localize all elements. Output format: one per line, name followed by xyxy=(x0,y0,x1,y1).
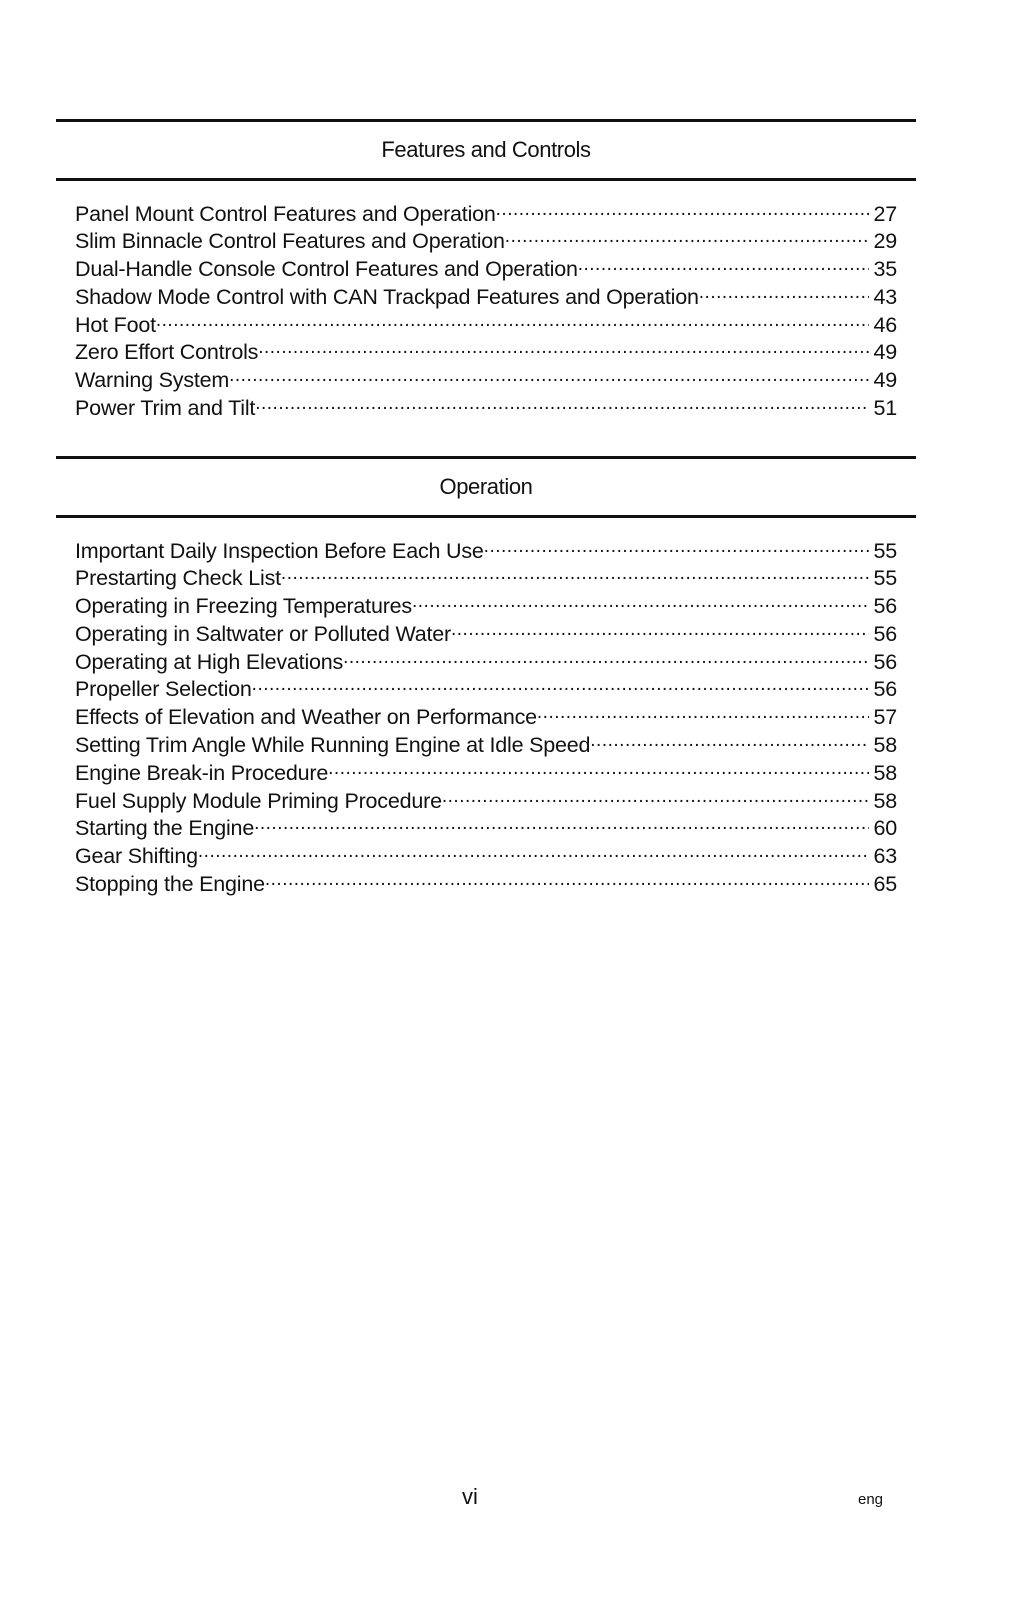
dot-leader xyxy=(198,842,870,864)
dot-leader xyxy=(258,338,869,360)
toc-entry-page: 60 xyxy=(873,816,897,841)
toc-entry-title: Starting the Engine xyxy=(75,816,255,841)
toc-entry-page: 56 xyxy=(873,621,897,646)
toc-entry-page: 35 xyxy=(873,257,897,282)
toc-entry-page: 56 xyxy=(873,594,897,619)
toc-entry-page: 56 xyxy=(873,677,897,702)
dot-leader xyxy=(537,703,870,725)
toc-entry[interactable] xyxy=(75,282,897,310)
toc-entry-title: Fuel Supply Module Priming Procedure xyxy=(75,788,442,813)
toc-entry-page: 51 xyxy=(873,396,897,421)
toc-entry-page: 56 xyxy=(873,649,897,674)
toc-entry-title: Operating in Freezing Temperatures xyxy=(75,594,412,619)
toc-entry[interactable] xyxy=(75,564,897,592)
toc-entry-title: Prestarting Check List xyxy=(75,566,281,591)
toc-entry[interactable] xyxy=(75,647,897,675)
dot-leader xyxy=(590,731,869,753)
language-code: eng xyxy=(858,1491,884,1508)
toc-entry[interactable] xyxy=(75,255,897,283)
toc-entry-title: Slim Binnacle Control Features and Operation xyxy=(75,229,505,254)
toc-entry-page: 65 xyxy=(873,872,897,897)
toc-entry-title: Gear Shifting xyxy=(75,844,198,869)
toc-entry-title: Effects of Elevation and Weather on Performance xyxy=(75,705,537,730)
toc-entry-page: 29 xyxy=(873,229,897,254)
toc-entry[interactable] xyxy=(75,758,897,786)
dot-leader xyxy=(343,647,869,669)
toc-entry[interactable] xyxy=(75,592,897,620)
toc-entry-title: Important Daily Inspection Before Each Use xyxy=(75,538,484,563)
dot-leader xyxy=(442,786,870,808)
toc-entry-title: Operating in Saltwater or Polluted Water xyxy=(75,621,451,646)
toc-entry[interactable] xyxy=(75,786,897,814)
toc-entry-page: 49 xyxy=(873,340,897,365)
page-number: vi xyxy=(462,1484,478,1509)
dot-leader xyxy=(281,564,870,586)
toc-section-features-and-controls xyxy=(56,119,916,421)
toc-entry-page: 55 xyxy=(873,566,897,591)
toc-entry[interactable] xyxy=(75,366,897,394)
toc-entry-title: Operating at High Elevations xyxy=(75,649,344,674)
toc-entry-title: Engine Break-in Procedure xyxy=(75,760,329,785)
toc-entry-page: 58 xyxy=(873,760,897,785)
dot-leader xyxy=(265,870,870,892)
dot-leader xyxy=(699,282,870,304)
toc-entry-title: Shadow Mode Control with CAN Trackpad Features and Operation xyxy=(75,284,699,309)
dot-leader xyxy=(328,758,869,780)
dot-leader xyxy=(252,675,870,697)
toc-entry-title: Zero Effort Controls xyxy=(75,340,259,365)
toc-entry[interactable] xyxy=(75,703,897,731)
section-heading: Features and Controls xyxy=(56,119,916,181)
toc-list xyxy=(56,199,916,421)
toc-entry[interactable] xyxy=(75,731,897,759)
toc-entry[interactable] xyxy=(75,536,897,564)
toc-entry[interactable] xyxy=(75,199,897,227)
toc-entry-title: Panel Mount Control Features and Operation xyxy=(75,201,496,226)
toc-entry[interactable] xyxy=(75,842,897,870)
toc-entry-page: 49 xyxy=(873,368,897,393)
dot-leader xyxy=(505,227,870,249)
dot-leader xyxy=(156,310,870,332)
dot-leader xyxy=(451,619,869,641)
toc-entry[interactable] xyxy=(75,619,897,647)
dot-leader xyxy=(255,394,869,416)
dot-leader xyxy=(578,255,870,277)
toc-entry-page: 58 xyxy=(873,788,897,813)
toc-entry-title: Hot Foot xyxy=(75,312,156,337)
toc-entry-page: 58 xyxy=(873,733,897,758)
dot-leader xyxy=(229,366,869,388)
toc-entry-page: 63 xyxy=(873,844,897,869)
toc-entry-title: Stopping the Engine xyxy=(75,872,265,897)
dot-leader xyxy=(484,536,870,558)
toc-entry[interactable] xyxy=(75,814,897,842)
toc-entry[interactable] xyxy=(75,675,897,703)
dot-leader xyxy=(496,199,870,221)
toc-entry-page: 46 xyxy=(873,312,897,337)
dot-leader xyxy=(254,814,869,836)
toc-entry[interactable] xyxy=(75,310,897,338)
toc-entry-title: Propeller Selection xyxy=(75,677,252,702)
section-heading: Operation xyxy=(56,456,916,518)
toc-entry-title: Dual-Handle Console Control Features and Operation xyxy=(75,257,578,282)
toc-entry-title: Power Trim and Tilt xyxy=(75,396,256,421)
toc-entry-page: 27 xyxy=(873,201,897,226)
toc-entry[interactable] xyxy=(75,338,897,366)
toc-list xyxy=(56,536,916,897)
toc-entry-page: 55 xyxy=(873,538,897,563)
toc-entry-title: Setting Trim Angle While Running Engine at Idle Speed xyxy=(75,733,591,758)
toc-entry[interactable] xyxy=(75,227,897,255)
toc-entry-page: 43 xyxy=(873,284,897,309)
toc-entry-title: Warning System xyxy=(75,368,230,393)
dot-leader xyxy=(412,592,870,614)
toc-entry-page: 57 xyxy=(873,705,897,730)
toc-entry[interactable] xyxy=(75,870,897,898)
toc-section-operation xyxy=(56,456,916,897)
toc-entry[interactable] xyxy=(75,394,897,422)
